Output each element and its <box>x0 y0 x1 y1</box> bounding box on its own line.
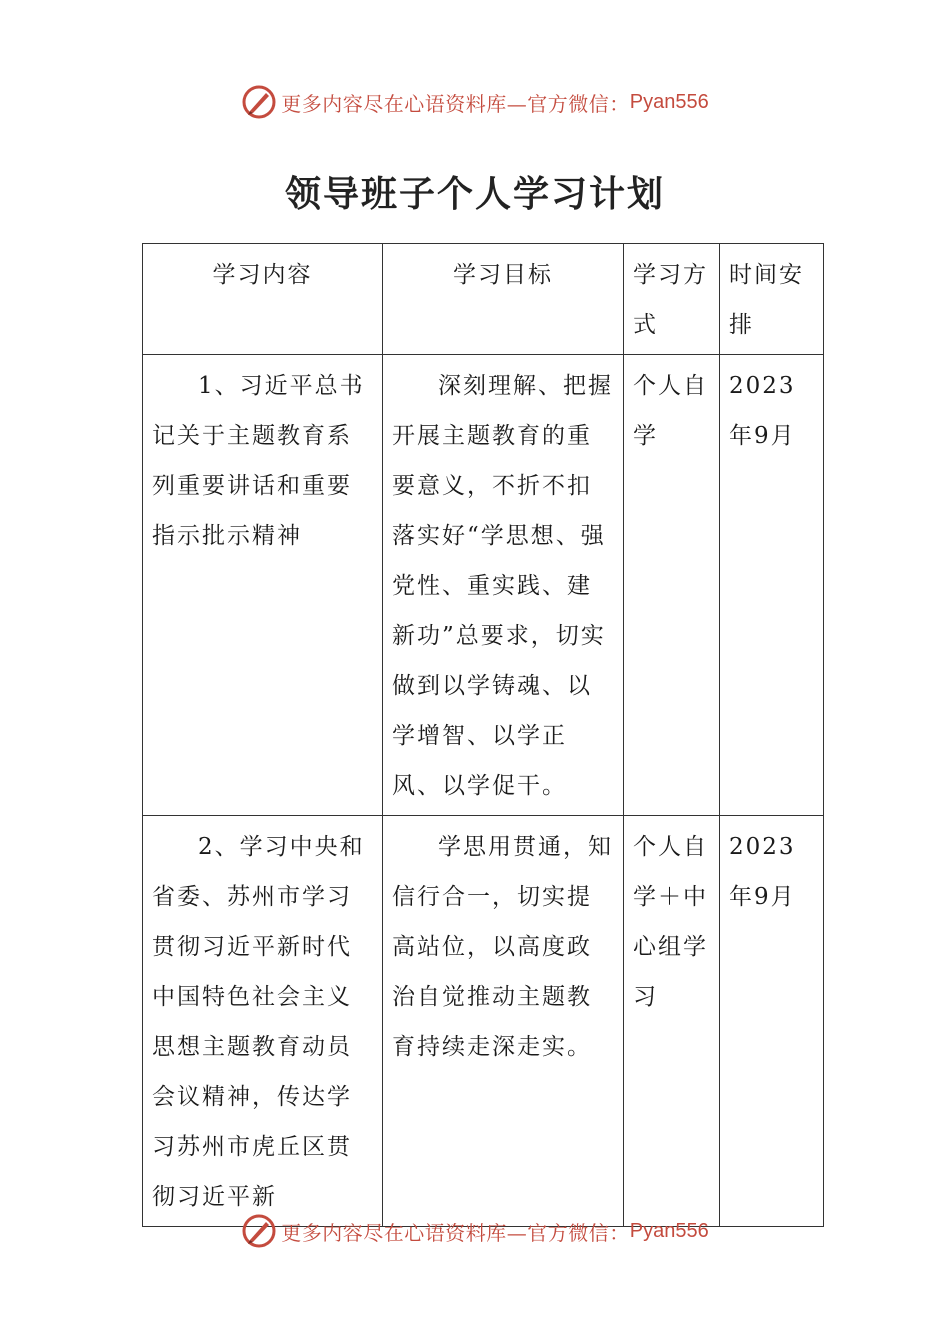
study-plan-table <box>142 243 824 1227</box>
row2-method: 个人自学＋中心组学习 <box>624 816 720 1227</box>
row1-method: 个人自学 <box>624 355 720 816</box>
header-goal: 学习目标 <box>383 244 624 355</box>
header-method: 学习方式 <box>624 244 720 355</box>
banner-wechat-id: Pyan556 <box>629 1219 709 1242</box>
banner-wechat-id: Pyan556 <box>629 90 709 113</box>
row1-content-cell <box>143 355 383 816</box>
row2-goal: 学思用贯通，知信行合一，切实提高站位，以高度政治自觉推动主题教育持续走深走实。 <box>392 834 613 1060</box>
document-title: 领导班子个人学习计划 <box>284 173 665 215</box>
header-time: 时间安排 <box>720 244 824 355</box>
footer-banner <box>0 1211 950 1251</box>
banner-text: 更多内容尽在心语资料库—官方微信： <box>281 91 630 116</box>
row1-goal-cell <box>383 355 624 816</box>
table-row <box>143 355 824 816</box>
banner-text: 更多内容尽在心语资料库—官方微信： <box>281 1220 630 1245</box>
row1-content: 1、习近平总书记关于主题教育系列重要讲话和重要指示批示精神 <box>152 373 365 549</box>
header-content: 学习内容 <box>143 244 383 355</box>
row1-goal: 深刻理解、把握开展主题教育的重要意义，不折不扣落实好“学思想、强党性、重实践、建新功”总要求，切实做到以学铸魂、以学增智、以学正风、以学促干。 <box>392 373 613 799</box>
row2-goal-cell <box>383 816 624 1227</box>
row2-content: 2、学习中央和省委、苏州市学习贯彻习近平新时代中国特色社会主义思想主题教育动员会议精神，传达学习苏州市虎丘区贯彻习近平新 <box>152 834 365 1210</box>
row2-time: 2023年9月 <box>720 816 824 1227</box>
header-banner <box>0 82 950 122</box>
pen-logo-icon <box>241 1213 277 1249</box>
row2-content-cell <box>143 816 383 1227</box>
table-row <box>143 816 824 1227</box>
pen-logo-icon <box>241 84 277 120</box>
row1-time: 2023年9月 <box>720 355 824 816</box>
table-header-row <box>143 244 824 355</box>
